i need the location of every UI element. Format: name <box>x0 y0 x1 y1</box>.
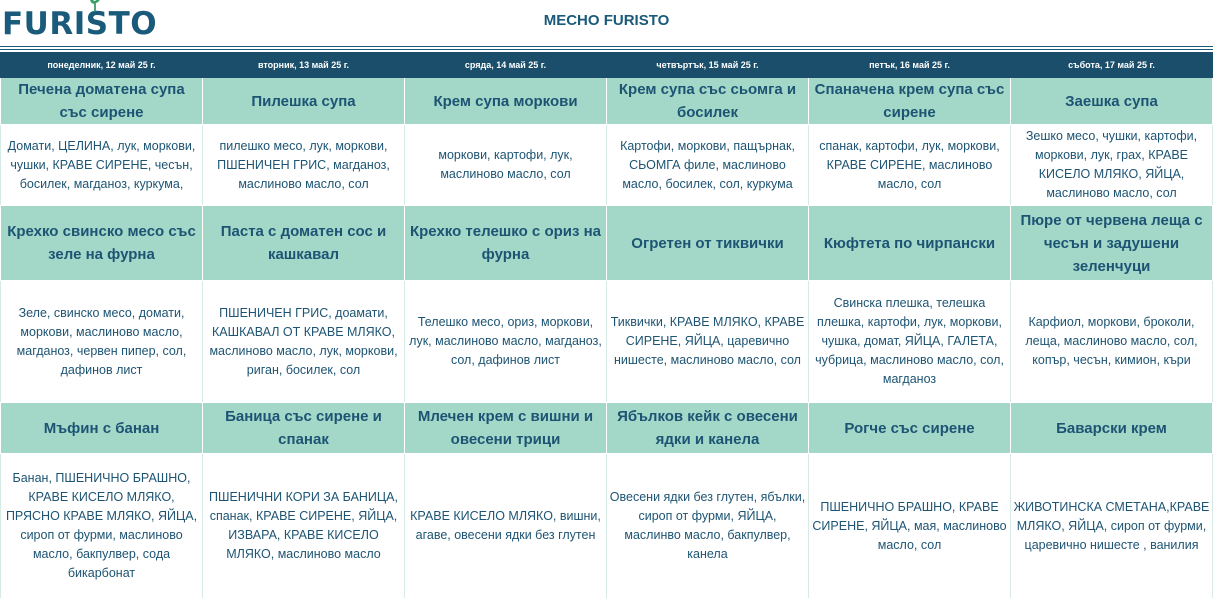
ingredients: ПШЕНИЧНО БРАШНО, КРАВЕ СИРЕНЕ, ЯЙЦА, мая, маслиново масло, сол <box>809 454 1011 599</box>
ingredients: ПШЕНИЧНИ КОРИ ЗА БАНИЦА, спанак, КРАВЕ СИРЕНЕ, ЯЙЦА, ИЗВАРА, КРАВЕ КИСЕЛО МЛЯКО, маслиново масло <box>203 454 405 599</box>
dish-name: Баница със сирене и спанак <box>203 403 405 454</box>
ingredients-row <box>1 125 1213 206</box>
ingredients: Картофи, моркови, пащърнак, СЬОМГА филе, маслиново масло, босилек, сол, куркума <box>607 125 809 206</box>
day-header: петък, 16 май 25 г. <box>809 53 1011 78</box>
ingredients: Телешко месо, ориз, моркови, лук, маслиново масло, магданоз, сол, дафинов лист <box>405 281 607 403</box>
ingredients-row <box>1 281 1213 403</box>
day-header: сряда, 14 май 25 г. <box>405 53 607 78</box>
page-header <box>0 0 1213 46</box>
dish-name: Паста с доматен сос и кашкавал <box>203 206 405 281</box>
dish-name: Ябълков кейк с овесени ядки и канела <box>607 403 809 454</box>
dish-row <box>1 403 1213 454</box>
ingredients: Банан, ПШЕНИЧНО БРАШНО, КРАВЕ КИСЕЛО МЛЯКО, ПРЯСНО КРАВЕ МЛЯКО, ЯЙЦА, сироп от фурми, маслиново масло, бакпулвер, сода бикарбонат <box>1 454 203 599</box>
dish-name: Пилешка супа <box>203 78 405 125</box>
dish-name: Мъфин с банан <box>1 403 203 454</box>
ingredients: Зешко месо, чушки, картофи, моркови, лук, грах, КРАВЕ КИСЕЛО МЛЯКО, ЯЙЦА, маслиново масло, сол <box>1011 125 1213 206</box>
dish-name: Пюре от червена леща с чесън и задушени зеленчуци <box>1011 206 1213 281</box>
dish-name: Баварски крем <box>1011 403 1213 454</box>
ingredients: Тиквички, КРАВЕ МЛЯКО, КРАВЕ СИРЕНЕ, ЯЙЦА, царевично нишесте, маслиново масло, сол <box>607 281 809 403</box>
dish-name: Крехко свинско месо със зеле на фурна <box>1 206 203 281</box>
ingredients: Овесени ядки без глутен, ябълки, сироп от фурми, ЯЙЦА, маслинво масло, бакпулвер, канела <box>607 454 809 599</box>
day-header: понеделник, 12 май 25 г. <box>1 53 203 78</box>
ingredients: ПШЕНИЧЕН ГРИС, доамати, КАШКАВАЛ ОТ КРАВЕ МЛЯКО, маслиново масло, лук, моркови, риган, босилек, сол <box>203 281 405 403</box>
ingredients: Свинска плешка, телешка плешка, картофи, лук, моркови, чушка, домат, ЯЙЦА, ГАЛЕТА, чубрица, маслиново масло, сол, магданоз <box>809 281 1011 403</box>
header-divider <box>0 46 1213 47</box>
leaf-icon <box>88 0 102 12</box>
ingredients: Домати, ЦЕЛИНА, лук, моркови, чушки, КРАВЕ СИРЕНЕ, чесън, босилек, магданоз, куркума, <box>1 125 203 206</box>
ingredients: ЖИВОТИНСКА СМЕТАНА,КРАВЕ МЛЯКО, ЯЙЦА, сироп от фурми, царевично нишесте , ванилия <box>1011 454 1213 599</box>
menu-table <box>0 52 1213 599</box>
day-header: вторник, 13 май 25 г. <box>203 53 405 78</box>
ingredients: пилешко месо, лук, моркови, ПШЕНИЧЕН ГРИС, магданоз, маслиново масло, сол <box>203 125 405 206</box>
dish-name: Рогче със сирене <box>809 403 1011 454</box>
dish-name: Заешка супа <box>1011 78 1213 125</box>
dish-row <box>1 206 1213 281</box>
ingredients: моркови, картофи, лук, маслиново масло, сол <box>405 125 607 206</box>
ingredients: спанак, картофи, лук, моркови, КРАВЕ СИРЕНЕ, маслиново масло, сол <box>809 125 1011 206</box>
dish-name: Крем супа моркови <box>405 78 607 125</box>
ingredients: Карфиол, моркови, броколи, леща, маслиново масло, сол, копър, чесън, кимион, къри <box>1011 281 1213 403</box>
dish-name: Спаначена крем супа със сирене <box>809 78 1011 125</box>
dish-name: Кюфтета по чирпански <box>809 206 1011 281</box>
day-header: събота, 17 май 25 г. <box>1011 53 1213 78</box>
logo-text: FURISTO <box>2 6 158 42</box>
dish-name: Крем супа със сьомга и босилек <box>607 78 809 125</box>
dish-name: Крехко телешко с ориз на фурна <box>405 206 607 281</box>
dish-name: Печена доматена супа със сирене <box>1 78 203 125</box>
ingredients: Зеле, свинско месо, домати, моркови, маслиново масло, магданоз, червен пипер, сол, дафинов лист <box>1 281 203 403</box>
day-header-row <box>1 53 1213 78</box>
ingredients: КРАВЕ КИСЕЛО МЛЯКО, вишни, агаве, овесени ядки без глутен <box>405 454 607 599</box>
page-title: МЕСНО FURISTO <box>543 12 670 29</box>
header-divider <box>0 49 1213 50</box>
day-header: четвъртък, 15 май 25 г. <box>607 53 809 78</box>
ingredients-row <box>1 454 1213 599</box>
dish-name: Огретен от тиквички <box>607 206 809 281</box>
dish-row <box>1 78 1213 125</box>
dish-name: Млечен крем с вишни и овесени трици <box>405 403 607 454</box>
